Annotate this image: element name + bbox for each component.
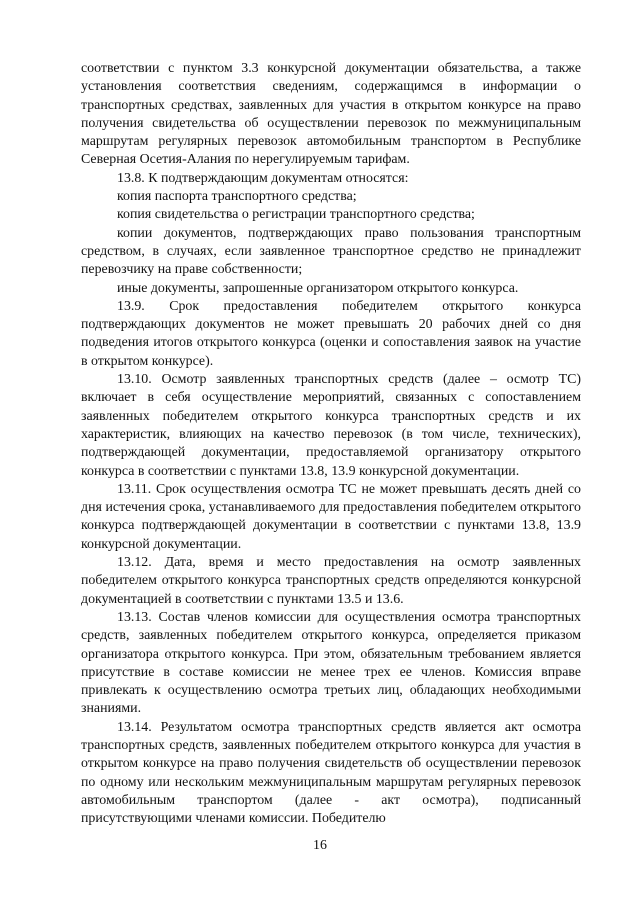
paragraph-13-12: 13.12. Дата, время и место предоставления на осмотр заявленных победителем открытого конкурса транспортных средств определяются конкурсной документацией в соответствии с пунктами 13.5 и 13.6. [81, 555, 581, 607]
paragraph-13-10: 13.10. Осмотр заявленных транспортных средств (далее – осмотр ТС) включает в себя осуществление мероприятий, связанных с сопоставлением заявленных победителем открытого конкурса транспортных средств и их характеристик, влияющих на качество перевозок (в том числе, технических), подтверждающей документации, предоставляемой организатору открытого конкурса в соответствии с пунктами 13.8, 13.9 конкурсной документации. [81, 372, 581, 479]
list-item-other-documents: иные документы, запрошенные организатором открытого конкурса. [117, 280, 519, 296]
list-item-passport-copy: копия паспорта транспортного средства; [117, 189, 357, 205]
paragraph-13-13: 13.13. Состав членов комиссии для осуществления осмотра транспортных средств, заявленных победителем открытого конкурса, определяется приказом организатора открытого конкурса. При этом, обязательным требованием является присутствие в составе комиссии не менее трех ее членов. Комиссия вправе привлекать к осуществлению осмотра третьих лиц, обладающих необходимыми знаниями. [81, 609, 581, 717]
list-item-usage-right-documents: копии документов, подтверждающих право пользования транспортным средством, в случаях, если заявленное транспортное средство не принадлежит перевозчику на праве собственности; [81, 225, 581, 278]
paragraph-continuation: соответствии с пунктом 3.3 конкурсной документации обязательства, а также установления соответствия сведениям, содержащимся в информации о транспортных средствах, заявленных для участия в открытом конкурсе на право получения свидетельства об осуществлении перевозок по межмуниципальным маршрутам регулярных перевозок автомобильным транспортом в Республике Северная Осетия-Алания по нерегулируемым тарифам. [81, 61, 581, 168]
page-number: 16 [313, 838, 327, 853]
paragraph-13-8: 13.8. К подтверждающим документам относятся: [117, 170, 409, 186]
list-item-registration-copy: копия свидетельства о регистрации транспортного средства; [117, 207, 475, 223]
paragraph-13-14: 13.14. Результатом осмотра транспортных средств является акт осмотра транспортных средств, заявленных победителем открытого конкурса для участия в открытом конкурсе на право получения свидетельств об осуществлении перевозок по одному или нескольким межмуниципальным маршрутам регулярных перевозок автомобильным транспортом (далее - акт осмотра), подписанный присутствующими членами комиссии. Победителю [81, 719, 581, 827]
document-page [81, 60, 581, 828]
paragraph-13-9: 13.9. Срок предоставления победителем открытого конкурса подтверждающих документов не может превышать 20 рабочих дней со дня подведения итогов открытого конкурса (оценки и сопоставления заявок на участие в открытом конкурсе). [81, 298, 581, 369]
paragraph-13-11: 13.11. Срок осуществления осмотра ТС не может превышать десять дней со дня истечения срока, устанавливаемого для предоставления победителем открытого конкурса подтверждающей документации в соответствии с пунктами 13.8, 13.9 конкурсной документации. [81, 481, 581, 552]
